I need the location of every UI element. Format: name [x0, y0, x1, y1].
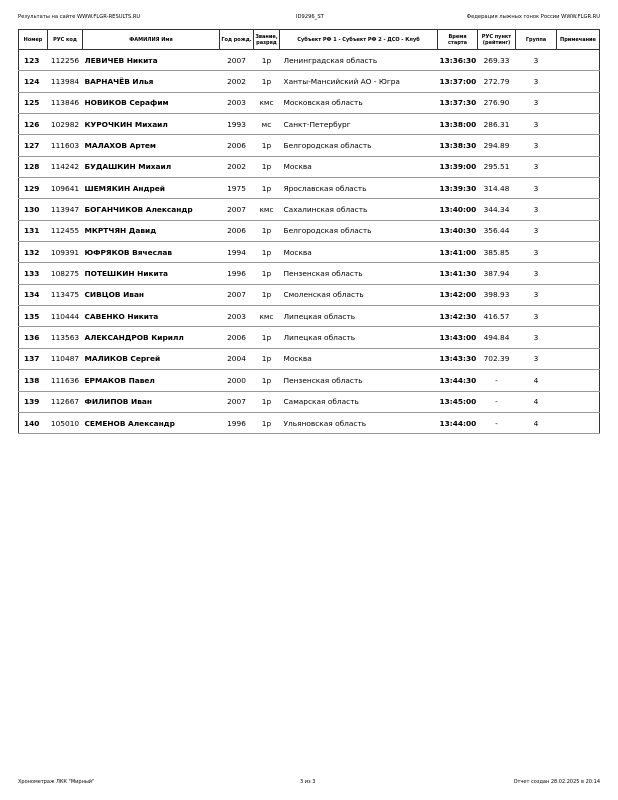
- cell-start-time: 13:41:30: [438, 263, 478, 284]
- cell-rank: 1р: [254, 370, 280, 391]
- cell-start-time: 13:37:30: [438, 92, 478, 113]
- cell-region: Липецкая область: [280, 327, 438, 348]
- cell-athlete-name: ЮФРЯКОВ Вячеслав: [83, 242, 220, 263]
- cell-birth-year: 1996: [220, 412, 254, 433]
- col-header-name: ФАМИЛИЯ Имя: [83, 30, 220, 50]
- cell-note: [557, 348, 600, 369]
- cell-athlete-number: 127: [19, 135, 48, 156]
- cell-region: Самарская область: [280, 391, 438, 412]
- cell-start-time: 13:44:30: [438, 370, 478, 391]
- col-header-region: Субъект РФ 1 - Субъект РФ 2 - ДСО - Клуб: [280, 30, 438, 50]
- table-row: [19, 50, 600, 71]
- table-row: [19, 178, 600, 199]
- cell-rank: 1р: [254, 50, 280, 71]
- cell-group: 3: [516, 135, 557, 156]
- cell-athlete-number: 137: [19, 348, 48, 369]
- header-site-link: Результаты на сайте WWW.FLGR-RESULTS.RU: [18, 14, 141, 20]
- cell-group: 3: [516, 92, 557, 113]
- cell-birth-year: 2006: [220, 327, 254, 348]
- cell-note: [557, 284, 600, 305]
- cell-note: [557, 92, 600, 113]
- cell-rus-code: 102982: [48, 114, 83, 135]
- table-row: [19, 391, 600, 412]
- cell-region: Санкт-Петербург: [280, 114, 438, 135]
- cell-rus-code: 109391: [48, 242, 83, 263]
- cell-group: 3: [516, 71, 557, 92]
- cell-group: 4: [516, 370, 557, 391]
- cell-rus-code: 111603: [48, 135, 83, 156]
- cell-group: 3: [516, 199, 557, 220]
- cell-athlete-number: 130: [19, 199, 48, 220]
- cell-birth-year: 2002: [220, 71, 254, 92]
- table-row: [19, 156, 600, 177]
- cell-group: 3: [516, 263, 557, 284]
- cell-region: Пензенская область: [280, 370, 438, 391]
- cell-athlete-name: ЕРМАКОВ Павел: [83, 370, 220, 391]
- cell-note: [557, 135, 600, 156]
- cell-rus-code: 112667: [48, 391, 83, 412]
- cell-start-time: 13:40:30: [438, 220, 478, 241]
- cell-rank: 1р: [254, 242, 280, 263]
- cell-rating: 344.34: [478, 199, 516, 220]
- cell-region: Ярославская область: [280, 178, 438, 199]
- cell-athlete-name: МАЛИКОВ Сергей: [83, 348, 220, 369]
- table-row: [19, 306, 600, 327]
- col-header-note: Примечание: [557, 30, 600, 50]
- cell-rank: 1р: [254, 348, 280, 369]
- cell-rank: 1р: [254, 391, 280, 412]
- cell-rus-code: 111636: [48, 370, 83, 391]
- table-row: [19, 92, 600, 113]
- col-header-rus-code: РУС код: [48, 30, 83, 50]
- cell-birth-year: 2003: [220, 306, 254, 327]
- cell-rating: 295.51: [478, 156, 516, 177]
- cell-athlete-name: БУДАШКИН Михаил: [83, 156, 220, 177]
- table-row: [19, 327, 600, 348]
- cell-rating: 416.57: [478, 306, 516, 327]
- cell-region: Ханты-Мансийский АО - Югра: [280, 71, 438, 92]
- cell-birth-year: 2000: [220, 370, 254, 391]
- cell-rating: -: [478, 391, 516, 412]
- cell-athlete-number: 140: [19, 412, 48, 433]
- cell-athlete-name: КУРОЧКИН Михаил: [83, 114, 220, 135]
- cell-athlete-number: 138: [19, 370, 48, 391]
- cell-birth-year: 2004: [220, 348, 254, 369]
- cell-athlete-name: МАЛАХОВ Артем: [83, 135, 220, 156]
- cell-rating: -: [478, 370, 516, 391]
- cell-athlete-name: ПОТЕШКИН Никита: [83, 263, 220, 284]
- cell-rating: 385.85: [478, 242, 516, 263]
- table-row: [19, 199, 600, 220]
- cell-rus-code: 113947: [48, 199, 83, 220]
- cell-rating: 387.94: [478, 263, 516, 284]
- cell-athlete-number: 133: [19, 263, 48, 284]
- cell-region: Пензенская область: [280, 263, 438, 284]
- col-header-start-time: Время старта: [438, 30, 478, 50]
- cell-rating: 494.84: [478, 327, 516, 348]
- cell-region: Белгородская область: [280, 135, 438, 156]
- cell-rating: 269.33: [478, 50, 516, 71]
- cell-note: [557, 50, 600, 71]
- cell-start-time: 13:43:30: [438, 348, 478, 369]
- cell-group: 3: [516, 348, 557, 369]
- cell-rus-code: 112455: [48, 220, 83, 241]
- header-federation-link: Федерация лыжных гонок России WWW.FLGR.RU: [466, 14, 600, 20]
- cell-birth-year: 2006: [220, 220, 254, 241]
- cell-rank: 1р: [254, 135, 280, 156]
- cell-rus-code: 113846: [48, 92, 83, 113]
- cell-start-time: 13:42:00: [438, 284, 478, 305]
- cell-birth-year: 2006: [220, 135, 254, 156]
- cell-rating: 398.93: [478, 284, 516, 305]
- table-row: [19, 348, 600, 369]
- cell-start-time: 13:45:00: [438, 391, 478, 412]
- cell-rank: 1р: [254, 178, 280, 199]
- cell-start-time: 13:40:00: [438, 199, 478, 220]
- cell-start-time: 13:39:00: [438, 156, 478, 177]
- cell-athlete-number: 123: [19, 50, 48, 71]
- col-header-birth-year: Год рожд.: [220, 30, 254, 50]
- cell-region: Белгородская область: [280, 220, 438, 241]
- start-list-table: [18, 29, 600, 434]
- cell-rus-code: 105010: [48, 412, 83, 433]
- cell-group: 3: [516, 306, 557, 327]
- cell-start-time: 13:39:30: [438, 178, 478, 199]
- table-row: [19, 220, 600, 241]
- cell-rating: 314.48: [478, 178, 516, 199]
- cell-region: Смоленская область: [280, 284, 438, 305]
- cell-group: 3: [516, 50, 557, 71]
- cell-note: [557, 412, 600, 433]
- cell-note: [557, 156, 600, 177]
- cell-note: [557, 71, 600, 92]
- cell-rus-code: 109641: [48, 178, 83, 199]
- cell-athlete-name: ЛЕВИЧЕВ Никита: [83, 50, 220, 71]
- cell-athlete-name: АЛЕКСАНДРОВ Кирилл: [83, 327, 220, 348]
- cell-birth-year: 1975: [220, 178, 254, 199]
- table-header-row: [19, 30, 600, 50]
- cell-note: [557, 220, 600, 241]
- cell-athlete-name: НОВИКОВ Серафим: [83, 92, 220, 113]
- cell-athlete-name: САВЕНКО Никита: [83, 306, 220, 327]
- cell-rating: 356.44: [478, 220, 516, 241]
- table-row: [19, 242, 600, 263]
- footer-timing: Хронометраж ЛКК "Мирный": [18, 779, 95, 785]
- cell-rus-code: 110487: [48, 348, 83, 369]
- cell-note: [557, 263, 600, 284]
- cell-region: Москва: [280, 348, 438, 369]
- cell-rating: 276.90: [478, 92, 516, 113]
- cell-rank: 1р: [254, 220, 280, 241]
- cell-athlete-number: 129: [19, 178, 48, 199]
- cell-birth-year: 2007: [220, 50, 254, 71]
- cell-athlete-number: 136: [19, 327, 48, 348]
- table-row: [19, 114, 600, 135]
- cell-birth-year: 2003: [220, 92, 254, 113]
- cell-rating: -: [478, 412, 516, 433]
- cell-athlete-number: 131: [19, 220, 48, 241]
- cell-rank: 1р: [254, 327, 280, 348]
- table-row: [19, 412, 600, 433]
- cell-rus-code: 114242: [48, 156, 83, 177]
- cell-group: 3: [516, 156, 557, 177]
- cell-start-time: 13:38:30: [438, 135, 478, 156]
- cell-start-time: 13:43:00: [438, 327, 478, 348]
- cell-region: Липецкая область: [280, 306, 438, 327]
- cell-rank: 1р: [254, 263, 280, 284]
- cell-athlete-number: 134: [19, 284, 48, 305]
- cell-rating: 286.31: [478, 114, 516, 135]
- cell-birth-year: 1996: [220, 263, 254, 284]
- cell-note: [557, 370, 600, 391]
- cell-group: 3: [516, 114, 557, 135]
- cell-region: Ульяновская область: [280, 412, 438, 433]
- cell-start-time: 13:42:30: [438, 306, 478, 327]
- cell-group: 3: [516, 284, 557, 305]
- cell-rating: 702.39: [478, 348, 516, 369]
- cell-rank: 1р: [254, 284, 280, 305]
- cell-rus-code: 113984: [48, 71, 83, 92]
- cell-group: 3: [516, 220, 557, 241]
- cell-region: Москва: [280, 242, 438, 263]
- cell-athlete-name: СИВЦОВ Иван: [83, 284, 220, 305]
- cell-rank: кмс: [254, 199, 280, 220]
- cell-athlete-name: СЕМЕНОВ Александр: [83, 412, 220, 433]
- cell-rus-code: 108275: [48, 263, 83, 284]
- cell-rus-code: 113563: [48, 327, 83, 348]
- table-row: [19, 370, 600, 391]
- col-header-group: Группа: [516, 30, 557, 50]
- cell-athlete-name: ШЕМЯКИН Андрей: [83, 178, 220, 199]
- footer-page-number: 3 из 3: [300, 779, 316, 785]
- cell-start-time: 13:37:00: [438, 71, 478, 92]
- cell-note: [557, 199, 600, 220]
- table-row: [19, 263, 600, 284]
- cell-birth-year: 2007: [220, 199, 254, 220]
- cell-athlete-number: 132: [19, 242, 48, 263]
- cell-rank: 1р: [254, 412, 280, 433]
- cell-athlete-number: 135: [19, 306, 48, 327]
- col-header-number: Номер: [19, 30, 48, 50]
- cell-athlete-number: 126: [19, 114, 48, 135]
- cell-rus-code: 110444: [48, 306, 83, 327]
- cell-start-time: 13:38:00: [438, 114, 478, 135]
- cell-start-time: 13:36:30: [438, 50, 478, 71]
- cell-note: [557, 327, 600, 348]
- cell-start-time: 13:41:00: [438, 242, 478, 263]
- table-row: [19, 284, 600, 305]
- cell-group: 3: [516, 327, 557, 348]
- cell-athlete-name: ВАРНАЧЁВ Илья: [83, 71, 220, 92]
- cell-athlete-name: ФИЛИПОВ Иван: [83, 391, 220, 412]
- cell-note: [557, 242, 600, 263]
- table-row: [19, 71, 600, 92]
- col-header-rank: Звание, разряд: [254, 30, 280, 50]
- cell-athlete-number: 124: [19, 71, 48, 92]
- cell-rank: 1р: [254, 71, 280, 92]
- cell-rank: кмс: [254, 92, 280, 113]
- header-race-id: ID9296_ST: [296, 14, 324, 20]
- footer-report-date: Отчет создан 28.02.2025 в 20:14: [513, 779, 600, 785]
- cell-note: [557, 114, 600, 135]
- cell-region: Московская область: [280, 92, 438, 113]
- cell-region: Москва: [280, 156, 438, 177]
- cell-rating: 272.79: [478, 71, 516, 92]
- cell-athlete-name: БОГАНЧИКОВ Александр: [83, 199, 220, 220]
- cell-athlete-number: 128: [19, 156, 48, 177]
- cell-birth-year: 1993: [220, 114, 254, 135]
- cell-rank: 1р: [254, 156, 280, 177]
- cell-note: [557, 306, 600, 327]
- cell-athlete-number: 125: [19, 92, 48, 113]
- cell-birth-year: 2007: [220, 391, 254, 412]
- cell-athlete-number: 139: [19, 391, 48, 412]
- table-row: [19, 135, 600, 156]
- cell-rank: мс: [254, 114, 280, 135]
- cell-group: 3: [516, 178, 557, 199]
- cell-rus-code: 113475: [48, 284, 83, 305]
- cell-note: [557, 391, 600, 412]
- cell-birth-year: 1994: [220, 242, 254, 263]
- cell-region: Ленинградская область: [280, 50, 438, 71]
- cell-note: [557, 178, 600, 199]
- cell-group: 4: [516, 412, 557, 433]
- cell-start-time: 13:44:00: [438, 412, 478, 433]
- cell-athlete-name: МКРТЧЯН Давид: [83, 220, 220, 241]
- cell-group: 3: [516, 242, 557, 263]
- cell-birth-year: 2007: [220, 284, 254, 305]
- cell-rank: кмс: [254, 306, 280, 327]
- cell-birth-year: 2002: [220, 156, 254, 177]
- cell-rus-code: 112256: [48, 50, 83, 71]
- cell-region: Сахалинская область: [280, 199, 438, 220]
- cell-rating: 294.89: [478, 135, 516, 156]
- col-header-rating: РУС пункт (рейтинг): [478, 30, 516, 50]
- cell-group: 4: [516, 391, 557, 412]
